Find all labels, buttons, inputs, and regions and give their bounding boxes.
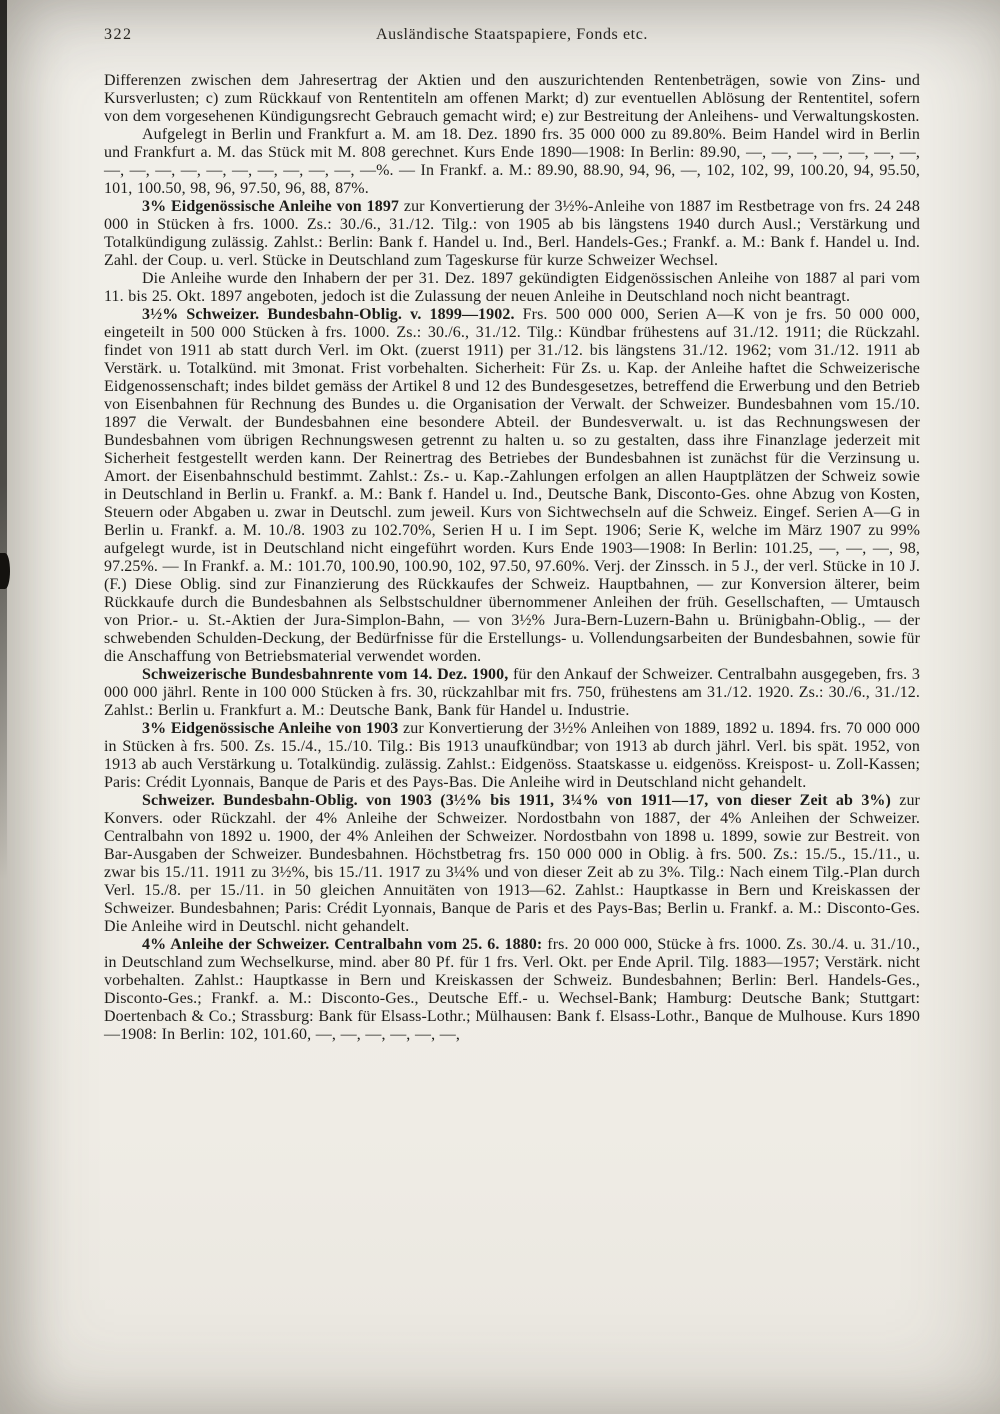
paragraph-text: Frs. 500 000 000, Serien A—K von je frs. 50 000 000, eingeteilt in 500 000 Stücken à frs. 1000. Zs.: 30./6., 31./12. Tilg.: Kündbar frühestens auf 31./12. 1911; die Rückzahl. findet von 1911 ab statt durch Verl. im Okt. (zuerst 1911) per 31./12. bis längstens 31./12. 1962; vom 31./12. 1911 ab Verstärk. u. Totalkünd. mit 3monat. Frist vorbehalten. Sicherheit: Für Zs. u. Kap. der Anleihe haftet die Schweizerische Eidgenossenschaft; indes bildet gemäss der Artikel 8 und 12 des Bundesgesetzes, betreffend die Erwerbung und den Betrieb von Eisenbahnen für Rechnung des Bundes u. die Organisation der Verwalt. der Schweizer. Bundesbahnen vom 15./10. 1897 die Verwalt. der Bundesbahnen eine besondere Abteil. der Bundesverwalt. u. ist das Rechnungswesen der Bundesbahnen vom übrigen Rechnungswesen getrennt zu halten u. so zu gestalten, dass ihre Finanzlage jederzeit mit Sicherheit festgestellt werden kann. Der Reinertrag des Betriebes der Bundesbahnen ist zunächst für die Verzinsung u. Amort. der Eisenbahnschuld bestimmt. Zahlst.: Zs.- u. Kap.-Zahlungen erfolgen an allen Hauptplätzen der Schweiz sowie in Deutschland in Berlin u. Frankf. a. M.: Bank f. Handel u. Ind., Deutsche Bank, Disconto-Ges. ohne Abzug von Kosten, Steuern oder Abgaben u. zwar in Deutschl. zum jeweil. Kurs von Sichtwechseln auf die Schweiz. Eingef. Serien A—G in Berlin u. Frankf. a. M. 10./8. 1903 zu 102.70%, Serien H u. I im Sept. 1906; Serie K, welche im März 1907 zu 99% aufgelegt wurde, ist in Deutschland nicht eingeführt worden. Kurs Ende 1903—1908: In Berlin: 101.25, —, —, —, 98, 97.25%. — In Frankf. a. M.: 101.70, 100.90, 100.90, 102, 97.50, 97.60%. Verj. der Zinssch. in 5 J., der verl. Stücke in 10 J. (F.) Diese Oblig. sind zur Finanzierung des Rückkaufes der Schweiz. Hauptbahnen, — zur Konversion älterer, beim Rückkaufe durch die Bundesbahnen als Selbstschuldner übernommener Anleihen der früh. Gesellschaften, — Umtausch von Prior.- u. St.-Aktien der Jura-Simplon-Bahn, — von 3½% Jura-Bern-Luzern-Bahn u. Brünigbahn-Oblig., — der schwebenden Schulden-Deckung, der Bedürfnisse für die Erstellungs- u. Vollendungsarbeiten der Bundesbahnen, sowie für die Anschaffung von Betriebsmaterial verwendet worden. — [104, 306, 920, 665]
paragraph — [104, 270, 920, 306]
paragraph-text: frs. 20 000 000, Stücke à frs. 1000. Zs. 30./4. u. 31./10., in Deutschland zum Wechselkurse, mind. aber 80 Pf. für 1 frs. Verl. Okt. per Ende April. Tilg. 1883—1957; Verstärk. nicht vorbehalten. Zahlst.: Hauptkasse in Bern und Kreiskassen der Schweiz. Bundesbahnen; Berlin: Berl. Handels-Ges., Disconto-Ges.; Frankf. a. M.: Disconto-Ges., Deutsche Eff.- u. Wechsel-Bank; Hamburg: Deutsche Bank; Stuttgart: Doertenbach & Co.; Strassburg: Bank für Elsass-Lothr.; Mülhausen: Bank f. Elsass-Lothr., Banque de Mulhouse. Kurs 1890—1908: In Berlin: 102, 101.60, —, —, —, —, —, —, — [104, 936, 920, 1043]
paragraph-text: zur Konvertierung der 3½% Anleihen von 1889, 1892 u. 1894. frs. 70 000 000 in Stücken à frs. 500. Zs. 15./4., 15./10. Tilg.: Bis 1913 unaufkündbar; von 1913 ab durch jährl. Verl. bis spät. 1952, von 1913 ab auch Verstärkung u. Totalkündig. zulässig. Zahlst.: Eidgenöss. Staatskasse u. eidgenöss. Kreispost- u. Zoll-Kassen; Paris: Crédit Lyonnais, Banque de Paris et des Pays-Bas. Die Anleihe wird in Deutschland nicht gehandelt. — [104, 720, 921, 791]
paragraph — [104, 72, 920, 126]
scan-ink-blot — [0, 553, 10, 589]
paragraph-text: Aufgelegt in Berlin und Frankfurt a. M. am 18. Dez. 1890 frs. 35 000 000 zu 89.80%. Beim Handel wird in Berlin und Frankfurt a. M. das Stück mit M. 808 gerechnet. Kurs Ende 1890—1908: In Berlin: 89.90, —, —, —, —, —, —, —, —, —, —, —, —, —, —, —, —, —, —%. — In Frankf. a. M.: 89.90, 88.90, 94, 96, —, 102, 102, 99, 100.20, 94, 95.50, 101, 100.50, 98, 96, 97.50, 96, 88, 87%. — [104, 126, 920, 197]
paragraph-text: Die Anleihe wurde den Inhabern der per 31. Dez. 1897 gekündigten Eidgenössischen Anleihe von 1887 al pari vom 11. bis 25. Okt. 1897 angeboten, jedoch ist die Zulassung der neuen Anleihe in Deutschland noch nicht beantragt. — [104, 270, 920, 305]
paragraph-lead: 3½% Schweizer. Bundesbahn-Oblig. v. 1899—1902. — [142, 306, 515, 323]
paragraph-lead: 3% Eidgenössische Anleihe von 1903 — [142, 720, 399, 737]
scan-edge-artifact — [0, 0, 7, 880]
paragraph-text: Differenzen zwischen dem Jahresertrag der Aktien und den auszurichtenden Rentenbeträgen, sowie von Zins- und Kursverlusten; c) zum Rückkauf von Rententiteln am offenen Markt; d) zur eventuellen Ablösung der Rententitel, sofern von dem vorgesehenen Kündigungsrecht Gebrauch gemacht wird; e) zur Bestreitung der Anleihens- und Verwaltungskosten. — [104, 72, 920, 125]
paragraph-lead: Schweizerische Bundesbahnrente vom 14. Dez. 1900, — [142, 666, 509, 683]
paragraph — [104, 306, 920, 666]
text-block — [104, 72, 920, 1044]
paragraph — [104, 792, 920, 936]
paragraph-lead: 4% Anleihe der Schweizer. Centralbahn vom 25. 6. 1880: — [142, 936, 543, 953]
paragraph — [104, 126, 920, 198]
paragraph — [104, 666, 920, 720]
paragraph — [104, 936, 920, 1044]
paragraph — [104, 198, 920, 270]
paragraph — [104, 720, 920, 792]
paragraph-lead: Schweizer. Bundesbahn-Oblig. von 1903 (3½% bis 1911, 3¼% von 1911—17, von dieser Zeit ab 3%) — [142, 792, 891, 809]
paragraph-text: für den Ankauf der Schweizer. Centralbahn ausgegeben, frs. 3 000 000 jährl. Rente in 100 000 Stücken à frs. 30, rückzahlbar mit frs. 750, frühestens am 31./12. 1920. Zs.: 30./6., 31./12. Zahlst.: Berlin u. Frankfurt a. M.: Deutsche Bank, Bank für Handel u. Industrie. — [104, 666, 920, 719]
paragraph-lead: 3% Eidgenössische Anleihe von 1897 — [142, 198, 400, 215]
paragraph-text: zur Konvertierung der 3½%-Anleihe von 1887 im Restbetrage von frs. 24 248 000 in Stücken à frs. 1000. Zs.: 30./6., 31./12. Tilg.: von 1905 ab bis längstens 1940 durch Ausl.; Verstärkung und Totalkündigung zulässig. Zahlst.: Berlin: Bank f. Handel u. Ind., Berl. Handels-Ges.; Frankf. a. M.: Bank f. Handel u. Ind. Zahl. der Coup. u. verl. Stücke in Deutschland zum Tageskurse für kurze Schweizer Wechsel. — [104, 198, 921, 269]
page-header — [104, 26, 920, 48]
running-title: Ausländische Staatspapiere, Fonds etc. — [375, 26, 649, 43]
page-number: 322 — [104, 26, 133, 43]
paragraph-text: zur Konvers. oder Rückzahl. der 4% Anleihe der Schweizer. Nordostbahn von 1887, der 4% Anleihen der Schweizer. Centralbahn von 1892 u. 1900, der 4% Anleihen der Schweizer. Nordostbahn von 1898 u. 1899, sowie zur Bestreit. von Bar-Ausgaben der Schweizer. Bundesbahnen. Höchstbetrag frs. 150 000 000 in Oblig. à frs. 500. Zs.: 15./5., 15./11., u. zwar bis 15./11. 1911 zu 3½%, bis 15./11. 1917 zu 3¼% und von dieser Zeit ab zu 3%. Tilg.: Nach einem Tilg.-Plan durch Verl. 15./8. per 15./11. in 50 gleichen Annuitäten von 1913—62. Zahlst.: Hauptkasse in Bern und Kreiskassen der Schweizer. Bundesbahnen; Paris: Crédit Lyonnais, Banque de Paris et des Pays-Bas; Berlin u. Frankf. a. M.: Disconto-Ges. Die Anleihe wird in Deutschl. nicht gehandelt. — [104, 792, 920, 935]
